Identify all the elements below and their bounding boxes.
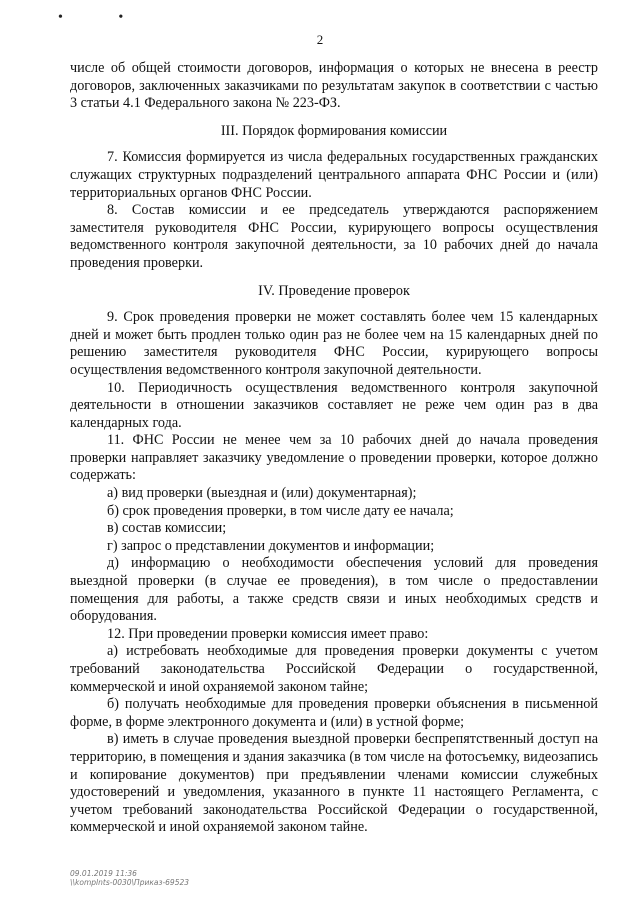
file-stamp-date: 09.01.2019 11:36 — [70, 869, 137, 878]
list-item-11g: г) запрос о представлении документов и информации; — [107, 537, 435, 554]
paragraph-10: 10. Периодичность осуществления ведомственного контроля закупочной деятельности в отношении заказчиков составляет не реже чем один раз в два календарных года. — [70, 379, 598, 431]
list-item-11a: а) вид проверки (выездная и (или) документарная); — [107, 485, 417, 502]
section-heading-4: IV. Проведение проверок — [258, 282, 410, 299]
document-body — [70, 60, 598, 837]
list-item-12b: б) получать необходимые для проведения проверки объяснения в письменной форме, в форме электронного документа и (или) в устной форме; — [70, 696, 598, 730]
paragraph-8: 8. Состав комиссии и ее председатель утверждаются распоряжением заместителя руководителя ФНС России, курирующего вопросы осуществления ведомственного контроля закупочной деятельности, за 10 рабочих дней до начала проведения проверки. — [70, 202, 598, 271]
paragraph-7: 7. Комиссия формируется из числа федеральных государственных гражданских служащих структурных подразделений центрального аппарата ФНС России и (или) территориальных органов ФНС России. — [70, 149, 598, 201]
list-item-11b: б) срок проведения проверки, в том числе дату ее начала; — [107, 502, 454, 519]
section-heading-3: III. Порядок формирования комиссии — [220, 122, 448, 139]
list-item-12a: а) истребовать необходимые для проведения проверки документы с учетом требований законодательства Российской Федерации о государственной, коммерческой и иной охраняемой законом тайне; — [70, 643, 598, 695]
list-item-11d: д) информацию о необходимости обеспечения условий для проведения выездной проверки (в случае ее проведения), в том числе о предоставлении помещения для работы, а также средств связи и иных необходимых средств и оборудования. — [70, 555, 598, 625]
list-item-11v: в) состав комиссии; — [107, 520, 227, 537]
paragraph-intro: числе об общей стоимости договоров, информация о которых не внесена в реестр договоров, заключенных заказчиками по результатам закупок в соответствии с частью 3 статьи 4.1 Федерального закона № 223-ФЗ. — [70, 60, 598, 112]
file-stamp-path: \\komplnts-0030\Приказ-69523 — [70, 878, 190, 887]
page-number: 2 — [316, 32, 324, 47]
list-item-12v: в) иметь в случае проведения выездной проверки беспрепятственный доступ на территорию, в помещения и здания заказчика (в том числе на фотосъемку, видеозапись и копирование документов) при предъявлении членами комиссии служебных удостоверений и уведомления, указанного в пункте 11 настоящего Регламента, с учетом требований законодательства Российской Федерации о государственной, коммерческой и иной охраняемой законом тайне. — [70, 731, 598, 836]
scan-marks: • • — [58, 10, 150, 25]
paragraph-9: 9. Срок проведения проверки не может составлять более чем 15 календарных дней и может быть продлен только один раз не более чем на 15 календарных дней по решению заместителя руководителя ФНС России, курирующего вопросы осуществления ведомственного контроля закупочной деятельности. — [70, 309, 598, 378]
paragraph-12: 12. При проведении проверки комиссия имеет право: — [107, 625, 429, 642]
file-stamp — [70, 869, 189, 887]
paragraph-11: 11. ФНС России не менее чем за 10 рабочих дней до начала проведения проверки направляет заказчику уведомление о проведении проверки, которое должно содержать: — [70, 432, 598, 484]
